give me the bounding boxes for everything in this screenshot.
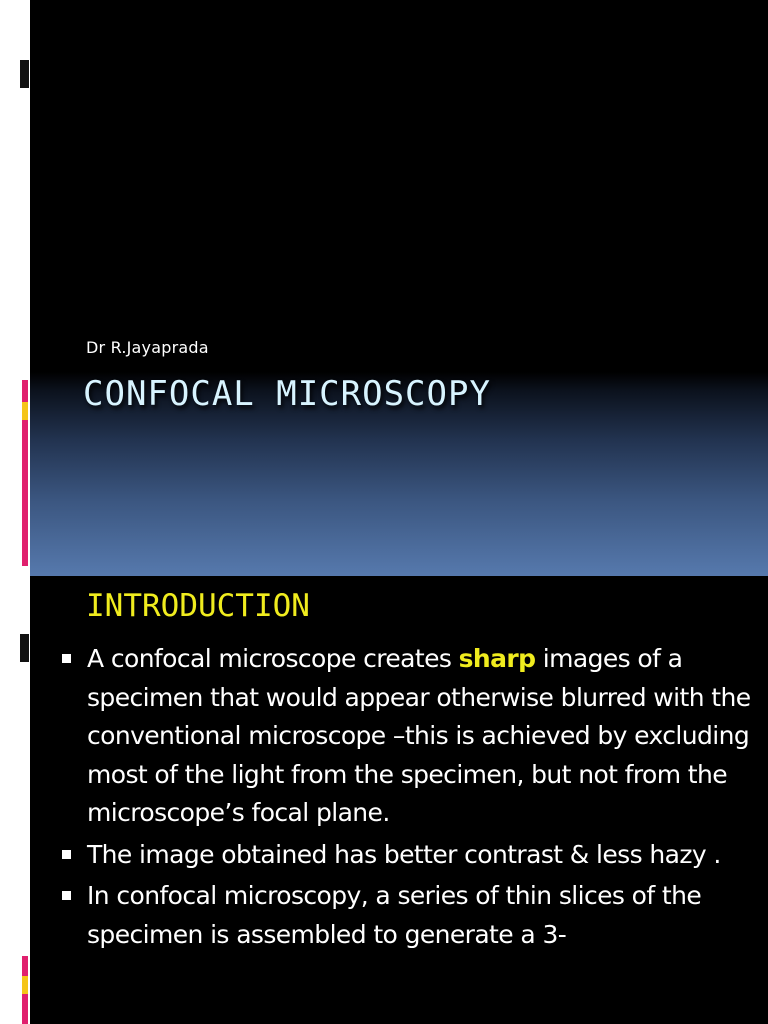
slide-heading: INTRODUCTION — [86, 588, 310, 624]
slide-marker-black — [20, 634, 29, 662]
slide-marker-yellow — [22, 976, 28, 994]
bullet-list — [60, 640, 760, 957]
title-slide — [30, 0, 768, 576]
slide-marker-black — [20, 60, 29, 88]
slide-marker-yellow — [22, 402, 28, 420]
bullet-item — [60, 877, 760, 954]
author-name: Dr R.Jayaprada — [86, 338, 209, 357]
slide-marker-pink — [22, 420, 28, 566]
slide-title: CONFOCAL MICROSCOPY — [83, 374, 491, 414]
bullet-item — [60, 836, 760, 875]
introduction-slide — [30, 576, 768, 1024]
highlight-word: sharp — [458, 644, 536, 673]
bullet-text: The image obtained has better contrast & less hazy . — [87, 839, 721, 869]
page-left-margin — [0, 0, 30, 1024]
slide-marker-pink — [22, 380, 28, 402]
bullet-item — [60, 640, 760, 833]
bullet-text: A confocal microscope creates — [87, 644, 459, 673]
slide-marker-pink — [22, 956, 28, 976]
slide-marker-pink — [22, 994, 28, 1024]
bullet-text: images of a specimen that would appear otherwise blurred with the conventional microscope –this is achieved by excluding most of the light from the specimen, but not from the microscope’s focal plane. — [87, 644, 751, 827]
bullet-square-icon — [62, 850, 71, 859]
bullet-square-icon — [62, 654, 71, 663]
bullet-text: In confocal microscopy, a series of thin slices of the specimen is assembled to generate a 3- — [87, 881, 702, 949]
bullet-square-icon — [62, 891, 71, 900]
